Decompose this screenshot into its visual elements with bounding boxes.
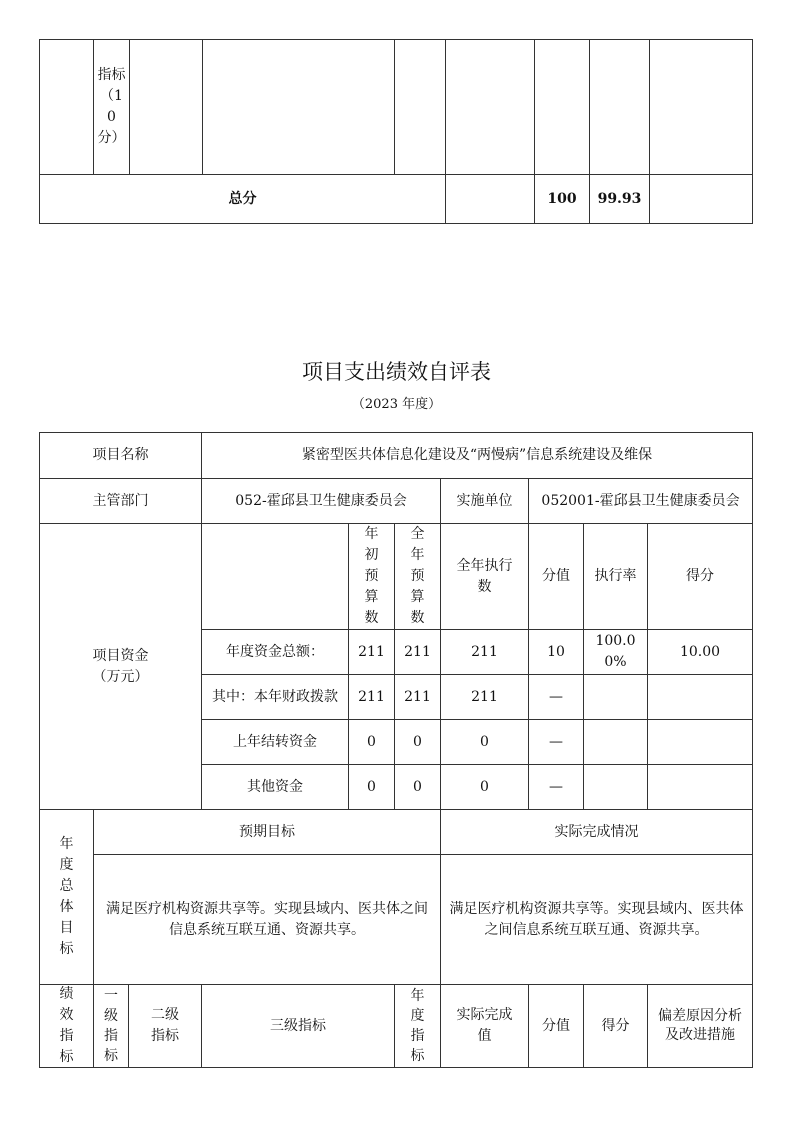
funds-score-cell [647, 764, 753, 810]
table-cell [534, 39, 590, 175]
table-cell [649, 174, 753, 224]
dept-label: 主管部门 [39, 478, 202, 524]
goal-label: 年度总体目标 [39, 809, 94, 985]
actual-label: 实际完成情况 [440, 809, 753, 855]
table-cell [649, 39, 753, 175]
funds-rate-cell [583, 719, 648, 765]
table-cell [201, 523, 349, 630]
header-weight: 分值 [528, 523, 584, 630]
table-cell [129, 39, 203, 175]
funds-score-cell [647, 719, 753, 765]
indicator-label [93, 39, 130, 175]
funds-weight-cell: — [528, 674, 584, 720]
funds-label: 项目资金（万元） [39, 523, 202, 810]
perf-header-level3: 三级指标 [201, 984, 395, 1068]
expected-text: 满足医疗机构资源共享等。实现县域内、医共体之间信息系统互联互通、资源共享。 [93, 854, 441, 985]
project-name: 紧密型医共体信息化建设及“两慢病”信息系统建设及维保 [201, 432, 753, 479]
funds-score-cell [647, 674, 753, 720]
total-label: 总分 [39, 174, 446, 224]
funds-weight-cell: 10 [528, 629, 584, 675]
funds-initial-cell: 211 [348, 629, 395, 675]
header-executed: 全年执行数 [440, 523, 529, 630]
perf-header-level2: 二级指标 [128, 984, 202, 1068]
perf-header-actual: 实际完成值 [440, 984, 529, 1068]
unit-value: 052001-霍邱县卫生健康委员会 [528, 478, 753, 524]
perf-header-deviation: 偏差原因分析及改进措施 [647, 984, 753, 1068]
funds-initial-cell: 211 [348, 674, 395, 720]
funds-rate-cell [583, 764, 648, 810]
table-cell [394, 39, 446, 175]
funds-initial-cell: 0 [348, 764, 395, 810]
total-score: 100 [534, 174, 590, 224]
actual-text: 满足医疗机构资源共享等。实现县域内、医共体之间信息系统互联互通、资源共享。 [440, 854, 753, 985]
funds-label-cell: 其中：本年财政拨款 [201, 674, 349, 720]
perf-header-weight: 分值 [528, 984, 584, 1068]
perf-header-score: 得分 [583, 984, 648, 1068]
perf-label: 绩效指标 [39, 984, 94, 1068]
funds-full-cell: 211 [394, 629, 441, 675]
header-rate: 执行率 [583, 523, 648, 630]
form-title: 项目支出绩效自评表 [302, 360, 491, 384]
funds-full-cell: 0 [394, 719, 441, 765]
table-cell [39, 39, 94, 175]
total-obtained: 99.93 [589, 174, 650, 224]
funds-label-cell: 年度资金总额： [201, 629, 349, 675]
header-score: 得分 [647, 523, 753, 630]
funds-rate-cell: 100.00% [583, 629, 648, 675]
header-initial-budget: 年初预算数 [348, 523, 395, 630]
dept-value: 052-霍邱县卫生健康委员会 [201, 478, 441, 524]
funds-full-cell: 0 [394, 764, 441, 810]
table-cell [445, 39, 535, 175]
funds-initial-cell: 0 [348, 719, 395, 765]
funds-label-cell: 其他资金 [201, 764, 349, 810]
funds-full-cell: 211 [394, 674, 441, 720]
perf-header-annual: 年度指标 [394, 984, 441, 1068]
funds-executed-cell: 211 [440, 674, 529, 720]
funds-weight-cell: — [528, 764, 584, 810]
table-cell [202, 39, 395, 175]
perf-header-level1: 一级指标 [93, 984, 129, 1068]
form-year: （2023 年度） [351, 397, 442, 412]
funds-label-cell: 上年结转资金 [201, 719, 349, 765]
indicator-text: 指标（10分） [97, 67, 126, 146]
project-name-label: 项目名称 [39, 432, 202, 479]
unit-label: 实施单位 [440, 478, 529, 524]
funds-weight-cell: — [528, 719, 584, 765]
funds-executed-cell: 0 [440, 764, 529, 810]
funds-score-cell: 10.00 [647, 629, 753, 675]
funds-executed-cell: 211 [440, 629, 529, 675]
header-full-budget: 全年预算数 [394, 523, 441, 630]
table-cell [589, 39, 650, 175]
expected-label: 预期目标 [93, 809, 441, 855]
table-cell [445, 174, 535, 224]
funds-executed-cell: 0 [440, 719, 529, 765]
funds-rate-cell [583, 674, 648, 720]
